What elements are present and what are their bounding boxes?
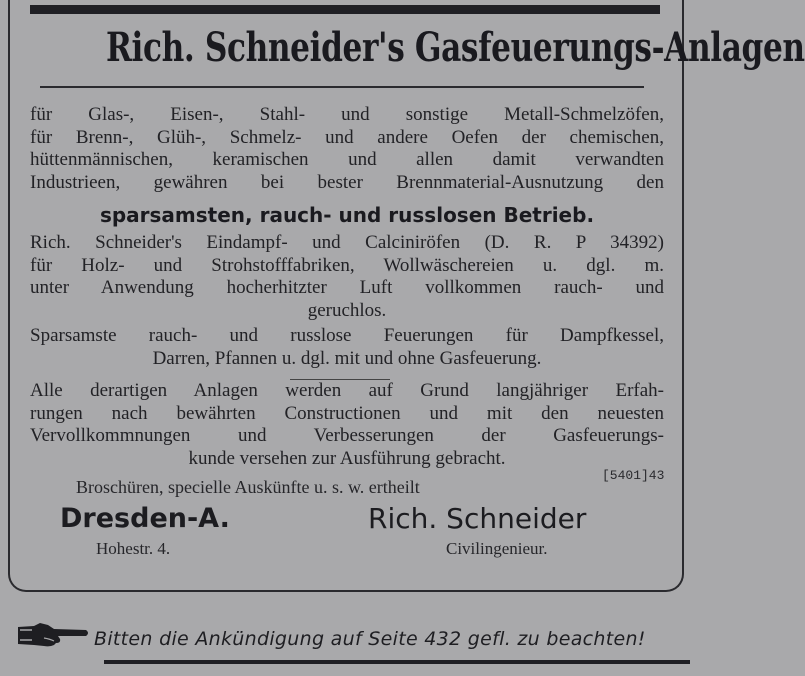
paragraph-experience [30,380,664,470]
city: Dresden-A. [60,503,230,534]
headline-rule [40,86,644,88]
brochures-note: Broschüren, specielle Auskünfte u. s. w. ertheilt [76,477,420,497]
pointing-hand-icon [14,619,90,649]
headline: Rich. Schneider's Gasfeuerungs-Anlagen [106,24,805,71]
text-line: für Glas-, Eisen-, Stahl- und sonstige Metall-Schmelzöfen, [30,104,664,125]
bottom-rule [104,660,690,664]
advertiser-title: Civilingenieur. [446,539,548,558]
text-line: geruchlos. [307,299,387,321]
advertiser-name: Rich. Schneider [368,502,587,535]
text-line: Darren, Pfannen u. dgl. mit und ohne Gasfeuerung. [152,347,542,369]
text-line: Vervollkommnungen und Verbesserungen der Gasfeuerungs- [30,425,664,446]
paragraph-boilers [30,325,664,370]
text-line: für Brenn-, Glüh-, Schmelz- und andere Oefen der chemischen, [30,126,664,148]
street-address: Hohestr. 4. [96,539,171,558]
paragraph-evaporators [30,232,664,322]
top-rule [30,5,660,14]
text-line: Rich. Schneider's Eindampf- und Calciniröfen (D. R. P 34392) [30,232,664,253]
slogan: sparsamsten, rauch- und russlosen Betrieb. [99,203,595,227]
text-line: Alle derartigen Anlagen werden auf Grund langjähriger Erfah- [30,380,664,401]
paragraph-applications [30,104,664,194]
text-line: Industrieen, gewähren bei bester Brennmaterial-Ausnutzung den [30,171,664,193]
reference-number: [5401]43 [602,468,665,483]
page-notice: Bitten die Ankündigung auf Seite 432 gefl. zu beachten! [94,628,646,650]
text-line: hüttenmännischen, keramischen und allen damit verwandten [30,149,664,170]
text-line: kunde versehen zur Ausführung gebracht. [188,447,506,469]
text-line: rungen nach bewährten Constructionen und mit den neuesten [30,402,664,424]
text-line: unter Anwendung hocherhitzter Luft vollkommen rauch- und [30,277,664,298]
text-line: Sparsamste rauch- und russlose Feuerungen für Dampfkessel, [30,325,664,346]
text-line: für Holz- und Strohstofffabriken, Wollwäschereien u. dgl. m. [30,254,664,276]
